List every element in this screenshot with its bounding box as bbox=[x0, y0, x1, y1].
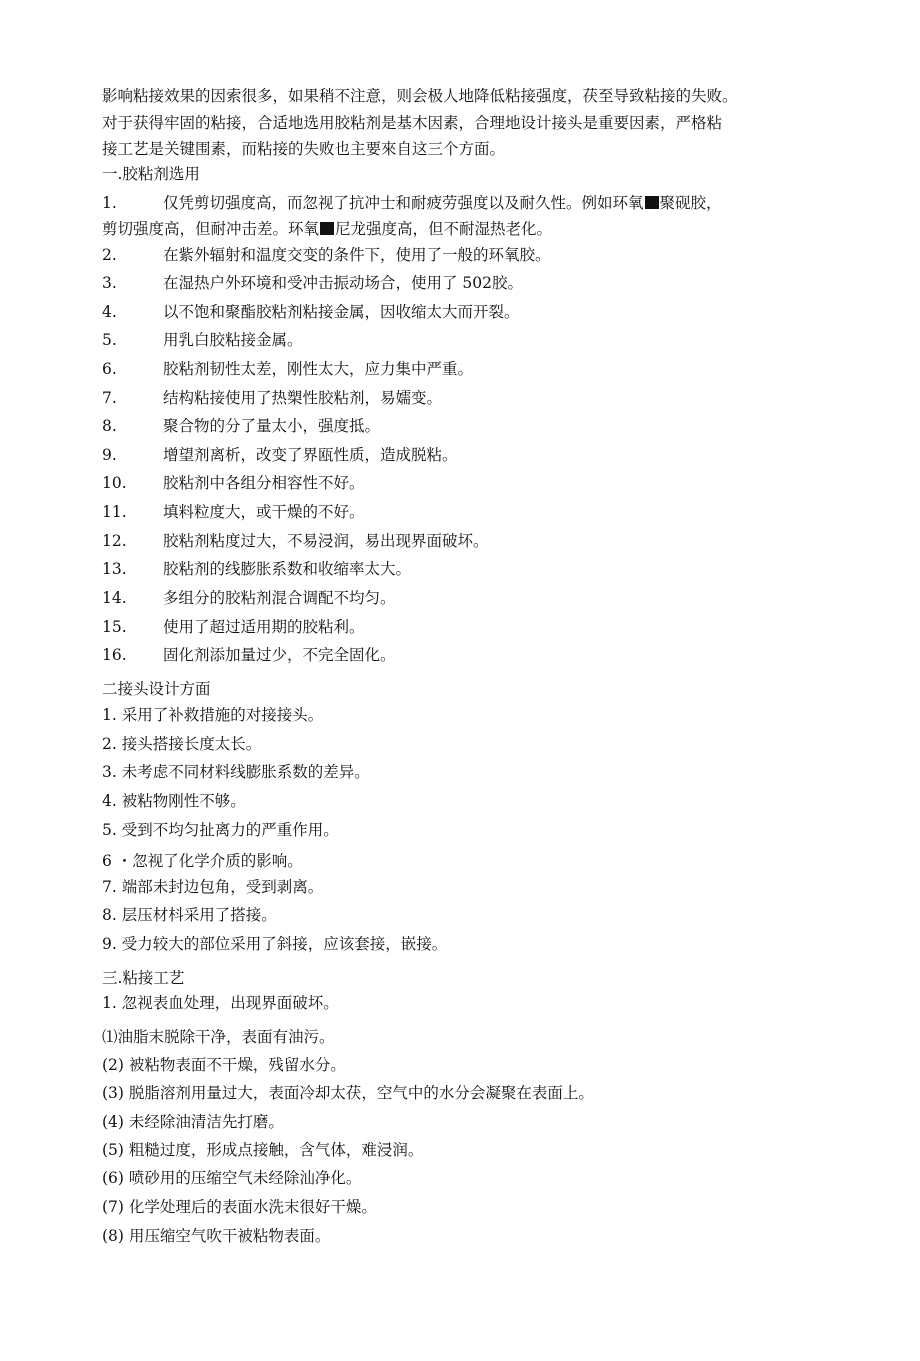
s1-list-item-text: 聚合物的分了量太小，强度抵。 bbox=[163, 417, 381, 435]
s3-list-item: ⑴油脂末脱除干净，表面有油污。 bbox=[102, 1028, 335, 1046]
s1-list-item-num: 8. bbox=[102, 417, 117, 435]
s1-list-item-num: 11. bbox=[102, 503, 127, 521]
s1-list-item-num: 12. bbox=[102, 532, 127, 550]
s1-item-1-text-b: 聚砚胶， bbox=[659, 194, 722, 212]
s3-list-item: (2) 被粘物表面不干燥，残留水分。 bbox=[102, 1056, 346, 1074]
intro-line-2: 对于获得牢固的粘接，合适地选用胶粘剂是基木因素，合理地设计接头是重要因素，严格粘 bbox=[102, 114, 723, 132]
s1-list-item-text: 增望剂离析，改变了界瓯性质，造成脱粘。 bbox=[163, 446, 458, 464]
section-3-heading: 三.粘接工艺 bbox=[102, 969, 185, 987]
s1-list-item-text: 胶粘剂中各组分相容性不好。 bbox=[163, 474, 365, 492]
s2-list-item: 4. 被粘物刚性不够。 bbox=[102, 792, 246, 810]
s1-list-item-num: 4. bbox=[102, 303, 117, 321]
s1-list-item-text: 以不饱和聚酯胶粘剂粘接金属，因收缩太大而开裂。 bbox=[163, 303, 520, 321]
s1-item-1-num: 1. bbox=[102, 194, 117, 212]
s1-list-item-text: 用乳白胶粘接金属。 bbox=[163, 331, 303, 349]
s1-item-1-cont bbox=[102, 219, 552, 239]
s1-list-item-text: 结构粘接使用了热槊性胶粘剂，易嬬变。 bbox=[163, 389, 443, 407]
s1-list-item-text: 固化剂添加量过少，不完全固化。 bbox=[163, 646, 396, 664]
s3-subheading: 1. 忽视表血处理，出现界面破坏。 bbox=[102, 994, 339, 1012]
s3-list-item: (6) 喷砂用的压缩空气未经除汕净化。 bbox=[102, 1169, 362, 1187]
s3-list-item: (5) 粗糙过度，形成点接触，含气体，难浸润。 bbox=[102, 1141, 424, 1159]
section-2-heading: 二接头设计方面 bbox=[102, 680, 211, 698]
section-1-heading: 一.胶粘剂选用 bbox=[102, 165, 200, 183]
s1-list-item-num: 7. bbox=[102, 389, 117, 407]
s1-list-item-num: 14. bbox=[102, 589, 127, 607]
s2-list-item: 6 ・忽视了化学介质的影响。 bbox=[102, 852, 303, 870]
s1-list-item-num: 16. bbox=[102, 646, 127, 664]
s3-list-item: (8) 用压缩空气吹干被粘物表面。 bbox=[102, 1227, 331, 1245]
s1-item-1-text-c: 剪切强度高，但耐冲击差。环氧 bbox=[102, 220, 320, 238]
redaction-block bbox=[645, 196, 659, 209]
intro-line-1: 影响粘接效果的因索很多，如果稍不注意，则会极人地降低粘接强度，茯至导致粘接的失败。 bbox=[102, 87, 738, 105]
s1-list-item-text: 在湿热户外环境和受冲击振动场合，使用了 502胶。 bbox=[163, 274, 524, 292]
s2-list-item: 2. 接头搭接长度太长。 bbox=[102, 735, 262, 753]
s1-list-item-text: 多组分的胶粘剂混合调配不均匀。 bbox=[163, 589, 396, 607]
s1-list-item-text: 使用了超过适用期的胶粘利。 bbox=[163, 618, 365, 636]
s1-list-item-num: 13. bbox=[102, 560, 127, 578]
s1-list-item-text: 胶粘剂韧性太差，刚性太大，应力集中严重。 bbox=[163, 360, 474, 378]
s1-list-item-num: 3. bbox=[102, 274, 117, 292]
s2-list-item: 8. 层压材枓采用了搭接。 bbox=[102, 906, 277, 924]
s1-list-item-num: 10. bbox=[102, 474, 127, 492]
s1-list-item-text: 胶粘剂粘度过大，不易浸润，易出现界面破坏。 bbox=[163, 532, 489, 550]
s1-list-item-text: 在紫外辐射和温度交变的条件下，使用了一般的环氧胶。 bbox=[163, 246, 551, 264]
s1-list-item-num: 9. bbox=[102, 446, 117, 464]
s2-list-item: 5. 受到不均匀扯离力的严重作用。 bbox=[102, 821, 339, 839]
s3-list-item: (4) 未经除油清洁先打磨。 bbox=[102, 1113, 284, 1131]
s1-list-item-num: 6. bbox=[102, 360, 117, 378]
s1-item-1-text bbox=[163, 193, 722, 213]
s1-list-item-text: 胶粘剂的线膨胀系数和收缩率太大。 bbox=[163, 560, 412, 578]
intro-line-3: 接工艺是关键围素，而粘接的失败也主要來自这三个方面。 bbox=[102, 140, 506, 158]
s1-list-item-num: 15. bbox=[102, 618, 127, 636]
s2-list-item: 9. 受力较大的部位采用了斜接，应该套接，嵌接。 bbox=[102, 935, 448, 953]
s1-list-item-text: 填料粒度大，或干燥的不好。 bbox=[163, 503, 365, 521]
s2-list-item: 7. 端部未封边包角，受到剥离。 bbox=[102, 878, 324, 896]
s1-list-item-num: 5. bbox=[102, 331, 117, 349]
redaction-block bbox=[320, 222, 334, 235]
s3-list-item: (3) 脱脂溶剂用量过大，表面冷却太茯，空气中的水分会凝聚在表面上。 bbox=[102, 1084, 594, 1102]
s1-item-1-text-d: 尼龙强度高，但不耐湿热老化。 bbox=[335, 220, 553, 238]
s1-list-item-num: 2. bbox=[102, 246, 117, 264]
s1-item-1-text-a: 仅凭剪切强度高，而忽视了抗冲士和耐疲劳强度以及耐久性。例如环氧 bbox=[163, 194, 644, 212]
s3-list-item: (7) 化学处理后的表面水洗末很好干燥。 bbox=[102, 1198, 377, 1216]
s2-list-item: 3. 未考虑不同材料线膨胀系数的差异。 bbox=[102, 763, 370, 781]
s2-list-item: 1. 采用了补救措施的对接接头。 bbox=[102, 706, 324, 724]
